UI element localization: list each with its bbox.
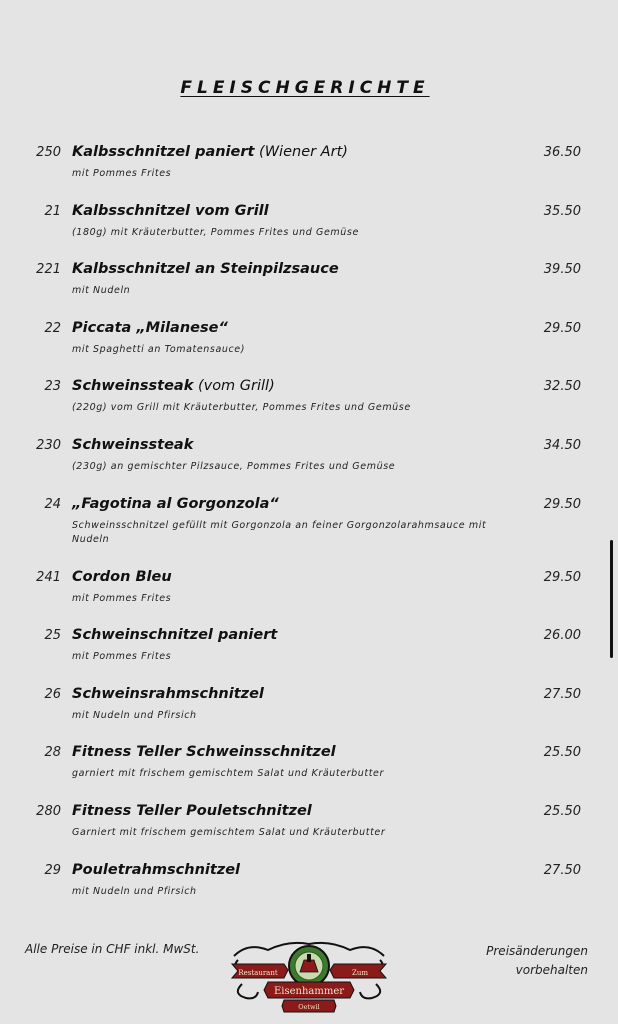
menu-item: [0, 142, 618, 201]
menu-item: [0, 435, 618, 494]
item-name-bold: Cordon Bleu: [72, 568, 172, 585]
item-price: 27.50: [543, 862, 581, 878]
item-number: 29: [44, 862, 61, 878]
item-price: 32.50: [543, 379, 581, 395]
item-name: [72, 437, 532, 453]
logo-text-sub: Oetwil: [298, 1003, 320, 1011]
item-description: mit Pommes Frites: [72, 592, 172, 604]
item-name-bold: Fitness Teller Pouletschnitzel: [72, 802, 312, 819]
menu-item: [0, 684, 618, 743]
item-price: 27.50: [543, 686, 581, 702]
item-number: 280: [36, 803, 61, 819]
item-name-bold: Schweinssteak: [72, 378, 194, 395]
logo-text-left: Restaurant: [238, 969, 278, 977]
item-description: mit Nudeln und Pfirsich: [72, 709, 197, 721]
item-description: (230g) an gemischter Pilzsauce, Pommes Frites und Gemüse: [72, 460, 396, 472]
item-number: 23: [44, 379, 61, 395]
menu-item: [0, 625, 618, 684]
price-note: Alle Preise in CHF inkl. MwSt.: [25, 942, 200, 956]
item-number: 221: [36, 262, 61, 278]
item-number: 241: [36, 569, 61, 585]
item-name: [72, 378, 532, 394]
item-price: 26.00: [543, 628, 581, 644]
item-name-bold: Schweinschnitzel paniert: [72, 627, 278, 644]
menu-item: [0, 494, 618, 567]
item-number: 21: [44, 203, 61, 219]
menu-item: [0, 318, 618, 377]
item-name: [72, 203, 532, 219]
item-number: 24: [44, 496, 61, 512]
item-name: [72, 862, 532, 878]
menu-item: [0, 201, 618, 260]
item-name: [72, 261, 532, 277]
logo-text-main: Eisenhammer: [273, 986, 345, 997]
item-name-bold: Fitness Teller Schweinsschnitzel: [72, 744, 336, 761]
item-name-bold: „Fagotina al Gorgonzola“: [72, 495, 279, 512]
menu-item: [0, 376, 618, 435]
scrollbar[interactable]: [610, 540, 613, 658]
menu-item: [0, 801, 618, 860]
item-name-suffix: (Wiener Art): [254, 144, 348, 160]
item-description: mit Pommes Frites: [72, 168, 172, 179]
item-name-bold: Schweinsrahmschnitzel: [72, 685, 264, 702]
menu-list: [0, 142, 618, 918]
logo-text-right: Zum: [351, 969, 369, 977]
menu-item: [0, 742, 618, 801]
item-price: 35.50: [543, 203, 581, 219]
item-description: garniert mit frischem gemischtem Salat und Kräuterbutter: [72, 768, 385, 780]
item-name: [72, 627, 532, 643]
item-price: 29.50: [543, 496, 581, 512]
price-change-line2: vorbehalten: [515, 963, 588, 977]
item-name: [72, 569, 532, 585]
menu-item: [0, 860, 618, 919]
item-number: 250: [36, 145, 61, 160]
item-name: [72, 686, 532, 702]
item-name: [72, 744, 532, 760]
menu-item: [0, 259, 618, 318]
item-name: [72, 320, 532, 336]
item-number: 22: [44, 320, 61, 336]
item-price: 34.50: [543, 437, 581, 453]
page-title: FLEISCHGERICHTE: [180, 78, 430, 98]
item-name-bold: Kalbsschnitzel an Steinpilzsauce: [72, 261, 339, 278]
item-name-bold: Piccata „Milanese“: [72, 319, 228, 336]
item-number: 26: [44, 686, 61, 702]
item-price: 39.50: [543, 262, 581, 278]
menu-item: [0, 567, 618, 626]
item-number: 28: [44, 745, 61, 761]
item-price: 25.50: [543, 803, 581, 819]
item-price: 25.50: [543, 745, 581, 761]
item-description: (220g) vom Grill mit Kräuterbutter, Pommes Frites und Gemüse: [72, 402, 411, 414]
item-description: Garniert mit frischem gemischtem Salat und Kräuterbutter: [72, 826, 386, 838]
item-price: 29.50: [543, 320, 581, 336]
item-price: 29.50: [543, 569, 581, 585]
item-number: 230: [36, 437, 61, 453]
item-description: (180g) mit Kräuterbutter, Pommes Frites und Gemüse: [72, 226, 359, 238]
item-name-bold: Kalbsschnitzel paniert: [72, 144, 255, 160]
item-name-bold: Schweinssteak: [72, 436, 194, 453]
item-name-bold: Pouletrahmschnitzel: [72, 861, 241, 878]
item-description: Schweinsschnitzel gefüllt mit Gorgonzola an feiner Gorgonzolarahmsauce mit Nudeln: [72, 519, 487, 545]
restaurant-logo: [228, 936, 390, 1020]
item-name: [72, 144, 532, 160]
item-description: mit Nudeln und Pfirsich: [72, 885, 197, 897]
item-description: mit Nudeln: [72, 285, 131, 297]
price-change-line1: Preisänderungen: [486, 944, 588, 958]
price-change-note: [486, 942, 588, 980]
item-name: [72, 496, 532, 512]
item-number: 25: [44, 628, 61, 644]
item-description: mit Pommes Frites: [72, 651, 172, 663]
item-description: mit Spaghetti an Tomatensauce): [72, 343, 246, 355]
item-name-suffix: (vom Grill): [193, 378, 275, 395]
item-price: 36.50: [543, 145, 581, 160]
item-name-bold: Kalbsschnitzel vom Grill: [72, 202, 269, 219]
item-name: [72, 803, 532, 819]
